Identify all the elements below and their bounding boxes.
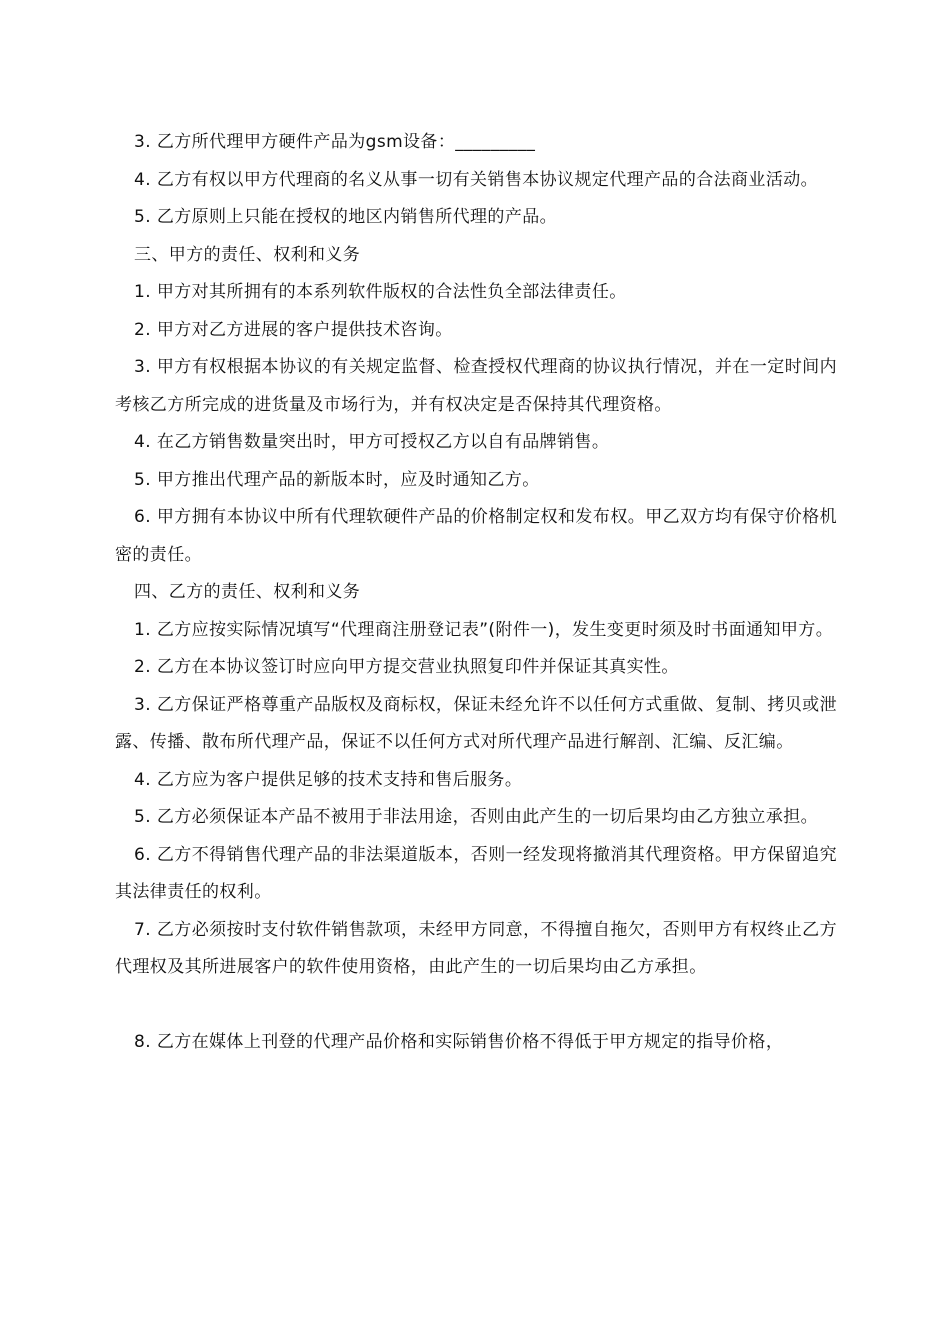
paragraph-item-5: 5. 乙方原则上只能在授权的地区内销售所代理的产品。 [134,207,558,227]
party-b-item-1: 1. 乙方应按实际情况填写“代理商注册登记表”(附件一)，发生变更时须及时书面通知甲方。 [134,619,834,640]
party-a-item-2: 2. 甲方对乙方进展的客户提供技术咨询。 [134,319,453,340]
party-b-item-5: 5. 乙方必须保证本产品不被用于非法用途，否则由此产生的一切后果均由乙方独立承担。 [134,807,819,827]
party-b-item-8: 8. 乙方在媒体上刊登的代理产品价格和实际销售价格不得低于甲方规定的指导价格， [134,1032,784,1052]
paragraph-item-3: 3. 乙方所代理甲方硬件产品为gsm设备：_________ [134,132,536,152]
section-heading-party-b: 四、乙方的责任、权利和义务 [134,582,361,602]
party-b-item-6: 6. 乙方不得销售代理产品的非法渠道版本，否则一经发现将撤消其代理资格。甲方保留追究其法律责任的权利。 [115,844,837,902]
party-a-item-1: 1. 甲方对其所拥有的本系列软件版权的合法性负全部法律责任。 [134,282,627,302]
document-body [115,124,837,1062]
party-b-item-7: 7. 乙方必须按时支付软件销售款项，未经甲方同意，不得擅自拖欠，否则甲方有权终止乙方代理权及其所进展客户的软件使用资格，由此产生的一切后果均由乙方承担。 [115,919,837,977]
party-b-item-4: 4. 乙方应为客户提供足够的技术支持和售后服务。 [134,769,523,790]
section-heading-party-a: 三、甲方的责任、权利和义务 [134,244,361,265]
party-a-item-6: 6. 甲方拥有本协议中所有代理软硬件产品的价格制定权和发布权。甲乙双方均有保守价格机密的责任。 [115,507,837,565]
party-a-item-5: 5. 甲方推出代理产品的新版本时，应及时通知乙方。 [134,469,540,490]
paragraph-item-4: 4. 乙方有权以甲方代理商的名义从事一切有关销售本协议规定代理产品的合法商业活动。 [134,169,819,190]
paragraph-spacer [115,987,837,1025]
party-b-item-2: 2. 乙方在本协议签订时应向甲方提交营业执照复印件并保证其真实性。 [134,657,679,677]
party-a-item-3: 3. 甲方有权根据本协议的有关规定监督、检查授权代理商的协议执行情况，并在一定时间内考核乙方所完成的进货量及市场行为，并有权决定是否保持其代理资格。 [115,357,837,415]
party-a-item-4: 4. 在乙方销售数量突出时，甲方可授权乙方以自有品牌销售。 [134,432,610,452]
party-b-item-3: 3. 乙方保证严格尊重产品版权及商标权，保证未经允许不以任何方式重做、复制、拷贝或泄露、传播、散布所代理产品，保证不以任何方式对所代理产品进行解剖、汇编、反汇编。 [115,694,837,752]
